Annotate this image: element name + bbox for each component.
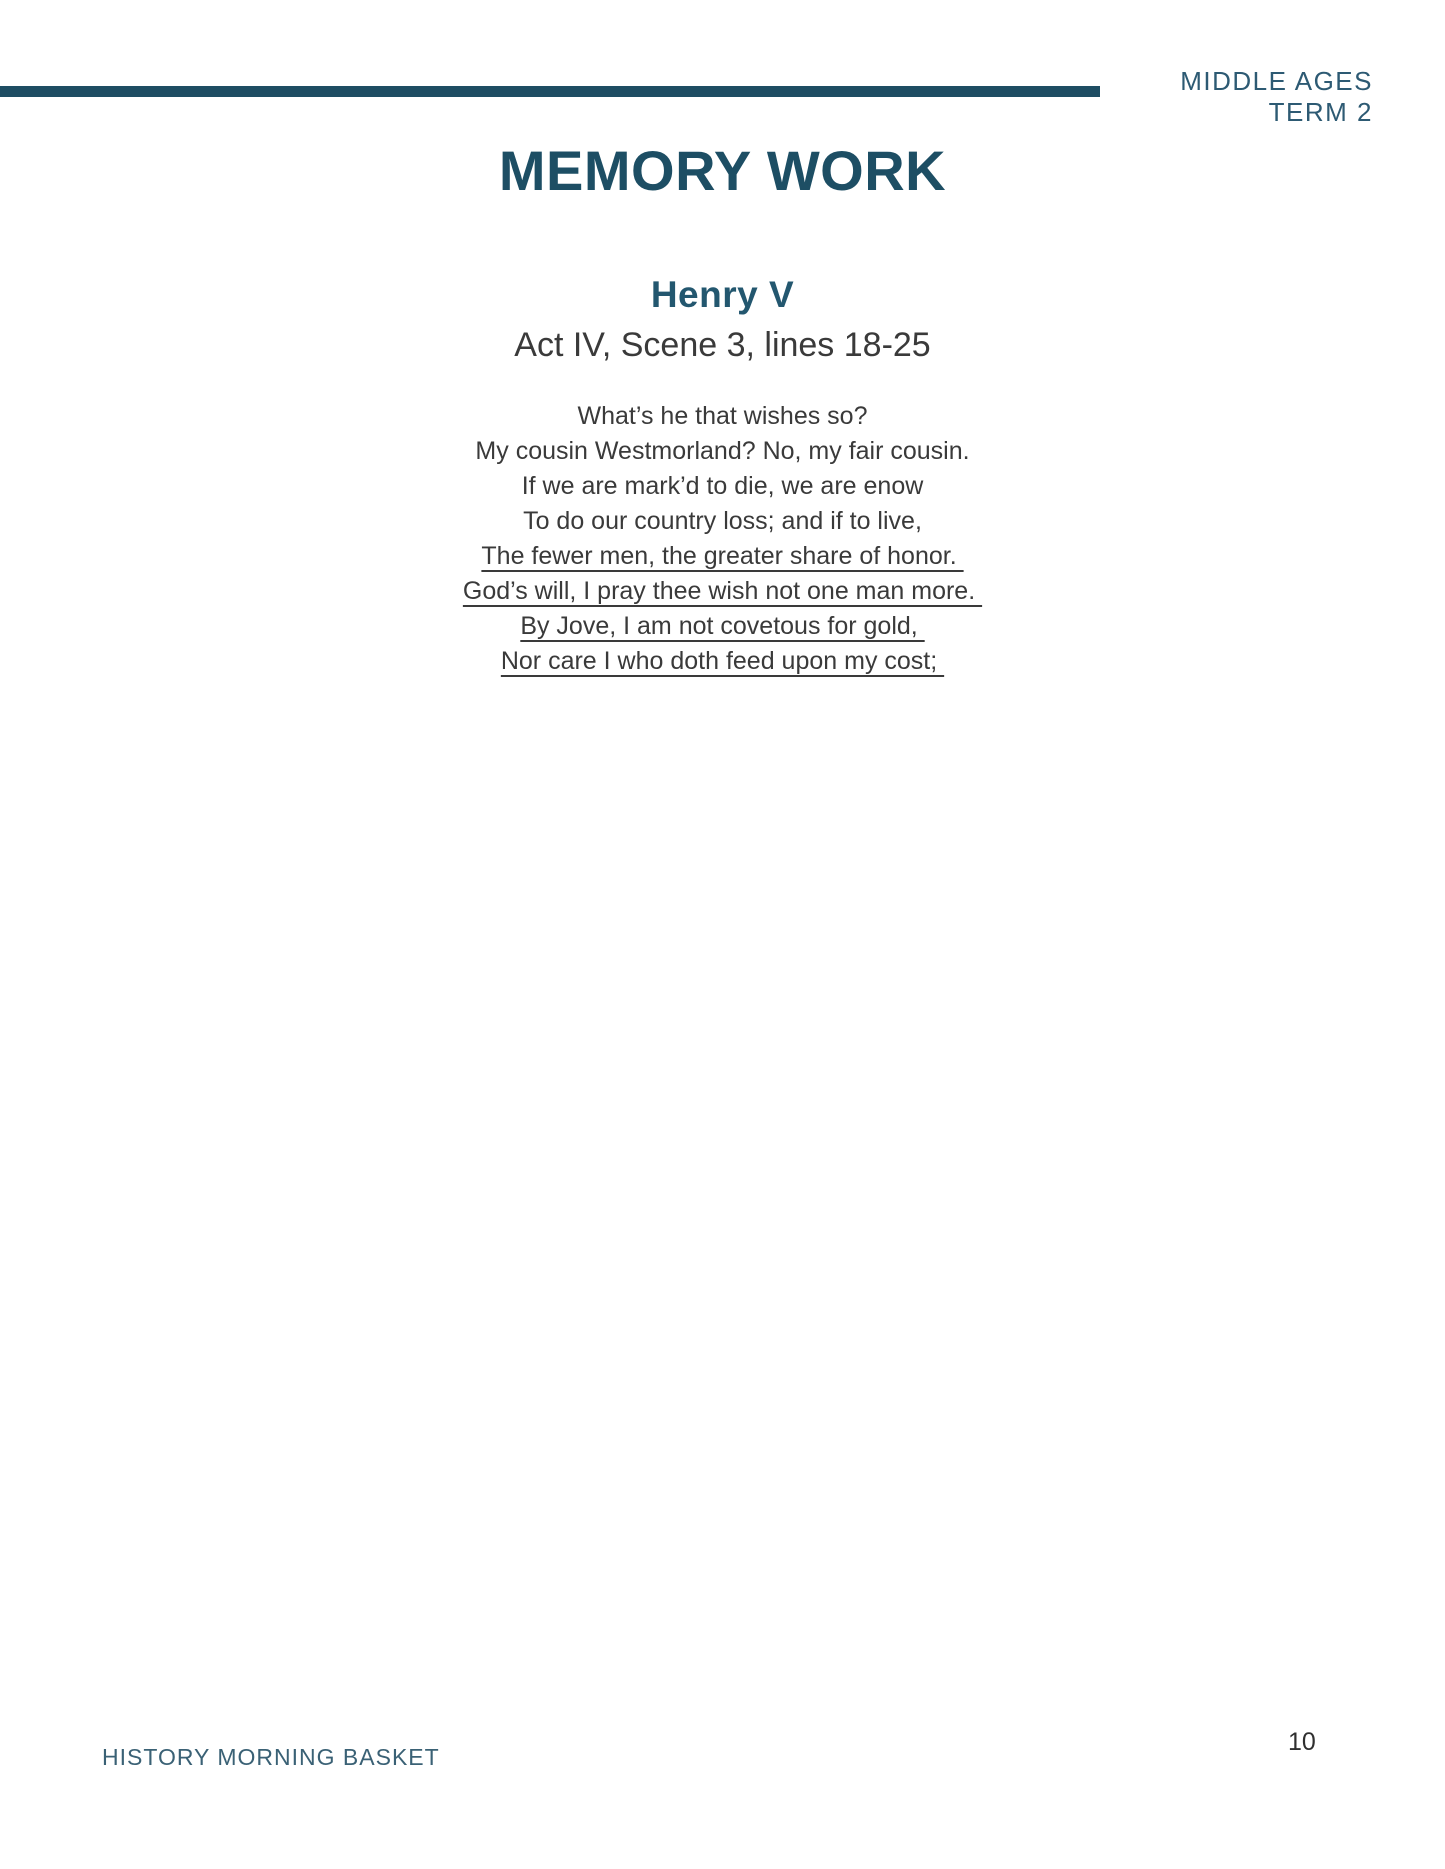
work-title: Henry V [650, 274, 795, 315]
poem-line: My cousin Westmorland? No, my fair cousin. [475, 437, 970, 465]
header-meta [1180, 66, 1373, 128]
poem-line-underlined: The fewer men, the greater share of honor. [481, 542, 964, 570]
poem-line: What’s he that wishes so? [577, 402, 868, 430]
header-term-label: TERM 2 [1268, 97, 1373, 127]
poem-line-underlined: God’s will, I pray thee wish not one man more. [462, 577, 983, 605]
header-course-label: MIDDLE AGES [1180, 66, 1373, 96]
poem-line: To do our country loss; and if to live, [523, 507, 922, 535]
header-rule [0, 86, 1100, 97]
passage-text [0, 399, 1445, 679]
passage-citation: Act IV, Scene 3, lines 18-25 [514, 326, 931, 364]
page-number: 10 [1288, 1728, 1316, 1756]
poem-line-underlined: By Jove, I am not covetous for gold, [520, 612, 925, 640]
poem-line: If we are mark’d to die, we are enow [521, 472, 924, 500]
page-title: MEMORY WORK [498, 139, 947, 202]
poem-line-underlined: Nor care I who doth feed upon my cost; [500, 647, 945, 675]
footer-label: HISTORY MORNING BASKET [102, 1744, 440, 1770]
